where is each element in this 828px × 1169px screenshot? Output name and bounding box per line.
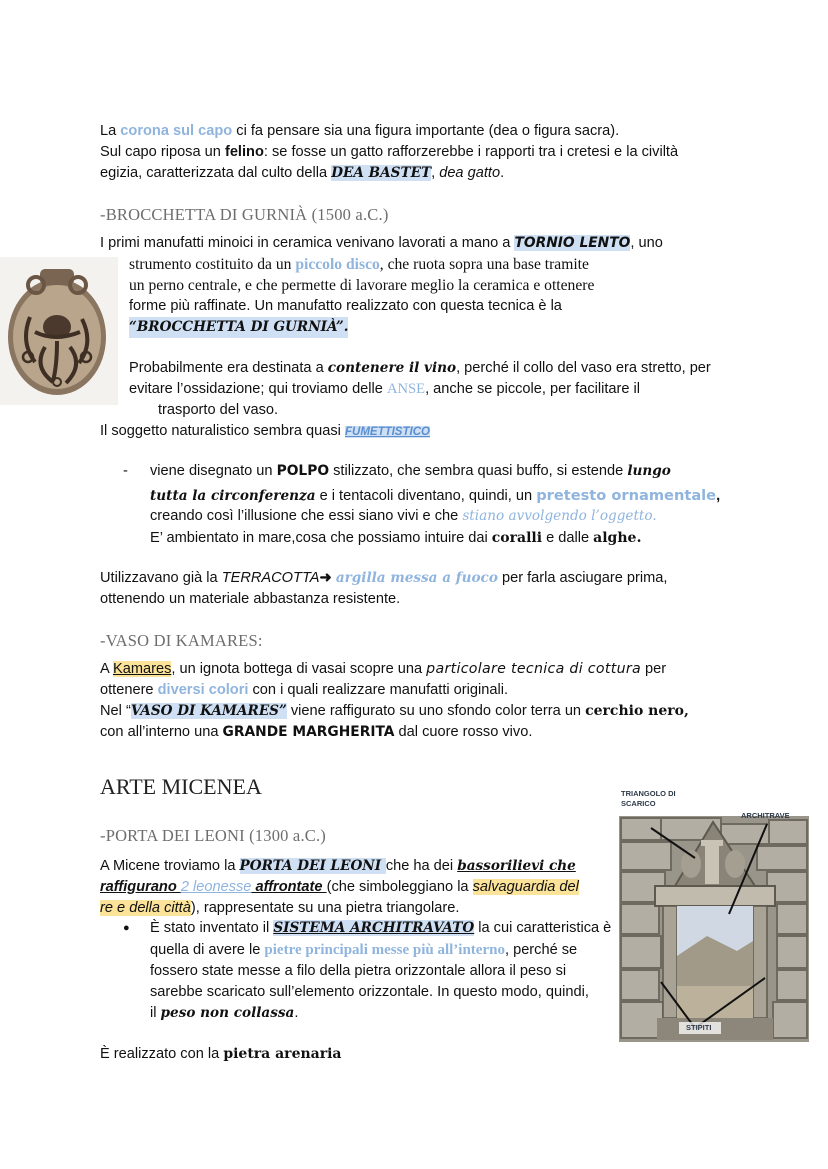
text: ci fa pensare sia una figura importante (dea o figura sacra). [232,123,620,139]
keyword-corona: corona sul capo [120,123,233,139]
heading-porta-leoni: -PORTA DEI LEONI (1300 a.C.) [100,826,327,845]
arch-line-5 [150,1003,298,1024]
text: La [100,123,121,139]
text: , un ignota bottega di vasai scopre una [171,661,427,677]
text: la cui caratteristica è [474,920,612,936]
keyword-avvolgendo: stiano avvolgendo l’oggetto [462,508,653,524]
intro-line-1 [100,121,619,142]
keyword-tornio-lento: TORNIO LENTO [514,235,631,251]
figure-label-line: TRIANGOLO DI [621,789,676,798]
text: evitare l’ossidazione; qui troviamo delle [129,381,387,397]
keyword-porta-leoni: PORTA DEI LEONI [239,858,386,874]
text: viene raffigurato su uno sfondo color terra un [286,703,586,719]
text: , uno [630,235,663,251]
text: ottenere [100,682,158,698]
keyword-peso-non-collassa: peso non collassa [160,1005,295,1021]
keyword-bassorilievi: bassorilievi che [457,858,576,874]
keyword-grande-margherita: GRANDE MARGHERITA [222,724,395,740]
keyword-pretesto-ornamentale: pretesto ornamentale [536,487,717,504]
leoni-line-1 [100,856,576,877]
keyword-dea-bastet: DEA BASTET [331,165,432,181]
keyword-pietre-principali: pietre principali messe più all’interno [264,942,505,958]
polpo-line-3 [150,506,657,527]
leoni-line-2 [100,877,579,898]
keyword-contenere-vino: contenere il vino [327,360,457,376]
kamares-line-3 [100,701,689,722]
keyword-polpo: POLPO [276,463,330,479]
text: . [500,165,505,181]
keyword-tecnica-cottura: particolare tecnica di cottura [426,661,641,677]
polpo-line-4 [150,527,642,549]
keyword-leonesse: 2 leonesse [180,879,252,895]
keyword-anse: ANSE [386,381,426,397]
leoni-line-3 [100,898,459,919]
porta-leoni-figure [617,786,810,1044]
text: Nel “ [100,703,131,719]
polpo-line-1 [150,461,671,482]
text: : se fosse un gatto rafforzerebbe i rapporti tra i cretesi e la civiltà [263,144,679,160]
keyword-circonferenza: tutta la circonferenza [150,488,316,504]
brocchetta-vase-image [0,257,118,405]
text: quella di avere le [150,942,265,958]
porta-leoni-image [617,786,810,1044]
keyword-diversi-colori: diversi colori [157,682,249,698]
text: per farla asciugare prima, [497,570,668,586]
text: Utilizzavano già la [100,570,222,586]
text: . [294,1005,299,1021]
keyword-vaso-kamares: VASO DI KAMARES” [130,703,287,719]
keyword-sistema-architravato: SISTEMA ARCHITRAVATO [273,920,475,936]
text: , [431,165,440,181]
arch-line-2 [150,940,577,961]
text: . [636,529,642,546]
brocchetta-line-2 [129,254,589,275]
text: per [641,661,667,677]
keyword-kamares: Kamares [112,661,172,677]
text: con all’interno una [100,724,223,740]
keyword-raffigurano: raffigurano [100,879,181,895]
keyword-coralli: coralli [491,530,543,546]
brocchetta-line-1 [100,233,663,254]
brocchetta-line-8: trasporto del vaso. [158,402,279,418]
terracotta-line-1 [100,568,667,589]
keyword-pietra-arenaria: pietra arenaria [223,1046,342,1062]
keyword-cerchio-nero: cerchio nero, [585,703,689,719]
text: stilizzato, che sembra quasi buffo, si estende [329,463,628,479]
keyword-felino: felino [224,144,264,160]
text: strumento costituito da un [129,256,296,273]
arch-line-3: fossero state messe a filo della pietra orizzontale allora il peso si [150,963,567,979]
text: viene disegnato un [150,463,277,479]
keyword-piccolo-disco: piccolo disco [295,256,380,273]
keyword-re-citta: re e della città [100,900,191,916]
title-arte-micenea: ARTE MICENEA [100,774,262,799]
text: Il soggetto naturalistico sembra quasi [100,423,345,439]
kamares-line-4 [100,722,532,743]
text: , [716,488,721,504]
text: , perché il collo del vaso era stretto, per [456,360,711,376]
keyword-lungo: lungo [627,463,671,479]
text: creando così l’illusione che essi siano vivi e che [150,508,463,524]
arch-line-4: sarebbe scaricato sull’elemento orizzontale. In questo modo, quindi, [150,984,589,1000]
text: , anche se piccole, per facilitare il [425,381,641,397]
text: È stato inventato il [150,920,274,936]
text: Probabilmente era destinata a [129,360,328,376]
heading-kamares: -VASO DI KAMARES: [100,631,263,650]
text: È realizzato con la [100,1046,224,1062]
text: (che simboleggiano la [326,879,473,895]
brocchetta-line-4: forme più raffinate. Un manufatto realizzato con questa tecnica è la [129,298,562,314]
keyword-argilla: argilla messa a fuoco [335,570,498,586]
figure-label-triangolo [621,789,676,809]
brocchetta-line-5: “BROCCHETTA DI GURNIÀ”. [129,317,348,338]
keyword-alghe: alghe [593,530,637,546]
text: dal cuore rosso vivo. [394,724,533,740]
text: E’ ambientato in mare,cosa che possiamo intuire dai [150,530,492,546]
keyword-salvaguardia: salvaguardia del [472,879,579,895]
text: il [150,1005,161,1021]
intro-line-3 [100,163,504,184]
keyword-affrontate: affrontate [251,879,327,895]
text: ), rappresentate su una pietra triangolare. [190,900,460,916]
heading-brocchetta: -BROCCHETTA DI GURNIÀ (1500 a.C.) [100,205,389,224]
text: Sul capo riposa un [100,144,225,160]
text: , perché se [504,942,578,958]
brocchetta-line-6 [129,358,711,379]
text: I primi manufatti minoici in ceramica venivano lavorati a mano a [100,235,515,251]
keyword-terracotta: TERRACOTTA [221,570,320,586]
text: che ha dei [385,858,458,874]
kamares-line-2 [100,680,508,701]
kamares-line-1 [100,659,666,680]
intro-line-2 [100,142,678,163]
bullet-dash: - [123,463,128,479]
figure-label-stipiti: STIPITI [686,1023,712,1032]
polpo-line-2 [150,485,720,507]
arch-line-1 [150,918,611,939]
arenaria-line [100,1044,342,1065]
text: A Micene troviamo la [100,858,240,874]
text: . [652,508,657,524]
text: e dalle [542,530,594,546]
text: , che ruota sopra una base tramite [379,256,589,273]
text: con i quali realizzare manufatti originali. [248,682,509,698]
bullet-dot: ● [123,922,130,934]
brocchetta-line-9 [100,421,430,443]
text: e i tentacoli diventano, quindi, un [315,488,537,504]
arrow-icon: ➜ [319,570,336,586]
text: egizia, caratterizzata dal culto della [100,165,332,181]
keyword-dea-gatto: dea gatto [439,165,501,181]
terracotta-line-2: ottenendo un materiale abbastanza resistente. [100,591,401,607]
brocchetta-line-3: un perno centrale, e che permette di lavorare meglio la ceramica e ottenere [129,277,595,294]
text: A [100,661,113,677]
brocchetta-line-7 [129,379,640,400]
figure-label-line: SCARICO [621,799,656,808]
keyword-fumettistico: FUMETTISTICO [344,426,430,438]
figure-label-architrave: ARCHITRAVE [741,811,790,820]
